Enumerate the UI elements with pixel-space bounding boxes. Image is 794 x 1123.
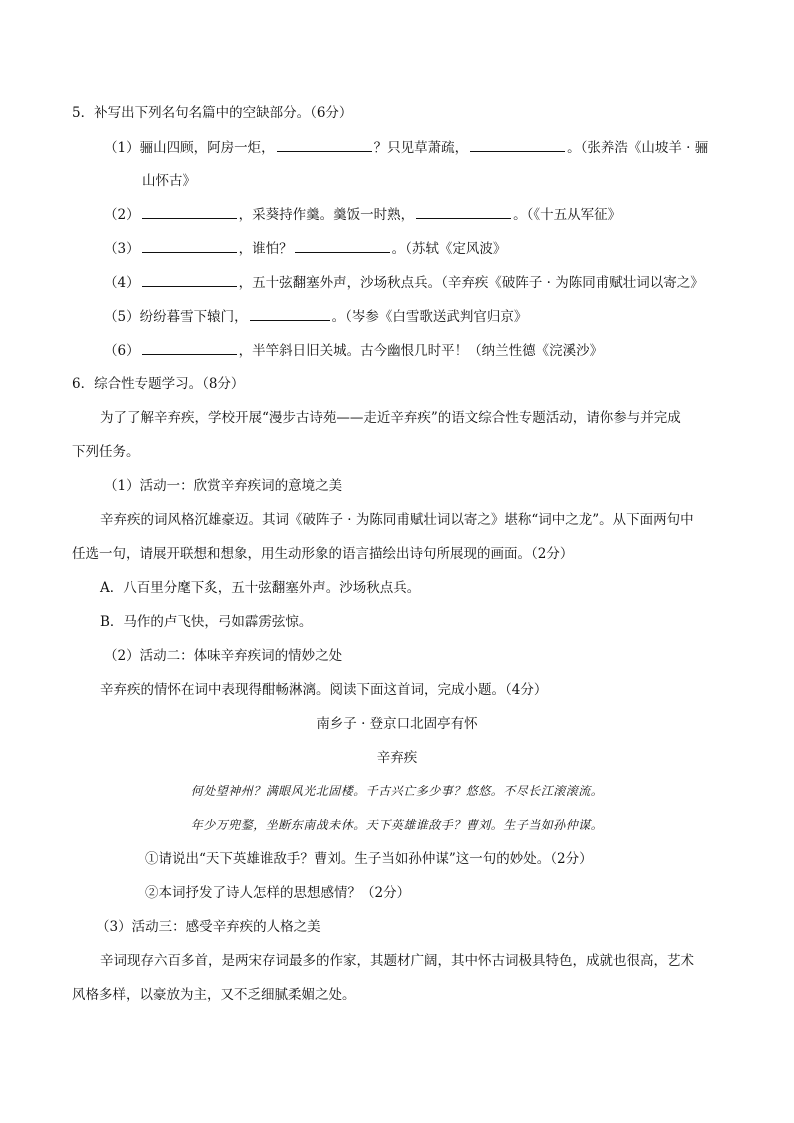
q5-item-4-num: （4） [104, 275, 140, 291]
q5-item-1-cont: 山怀古》 [142, 173, 196, 189]
q6-title: 6．综合性专题学习。（8分） [72, 376, 245, 392]
answer-blank[interactable] [295, 238, 390, 253]
q5-item-2 [104, 204, 621, 224]
q5-item-3-text-a: ，谁怕？ [238, 241, 293, 257]
q5-item-6 [104, 340, 603, 360]
poem-line-2: 年少万兜鍪，坐断东南战未休。天下英雄谁敌手？曹刘。生子当如孙仲谋。 [190, 818, 604, 832]
q6-intro-line1: 为了了解辛弃疾，学校开展“漫步古诗苑——走近辛弃疾”的语文综合性专题活动，请你参与并完成 [100, 410, 681, 426]
poem-author: 辛弃疾 [376, 750, 418, 766]
activity-2-title: （2）活动二：体味辛弃疾词的情妙之处 [104, 648, 343, 664]
q5-item-5 [104, 306, 527, 326]
q5-item-5-text-a: （5）纷纷暮雪下辕门， [104, 309, 248, 325]
q6-intro-line2: 下列任务。 [72, 444, 140, 460]
poem-title: 南乡子 · 登京口北固亭有怀 [316, 716, 478, 732]
q5-item-1-text-b: ？只见草萧疏， [373, 140, 469, 156]
q5-title: 5．补写出下列名句名篇中的空缺部分。（6分） [72, 105, 353, 121]
q5-item-1-text-c: 。（张养浩《山坡羊 · 骊 [567, 140, 709, 156]
answer-blank[interactable] [142, 204, 237, 219]
q5-item-1-text-a: （1）骊山四顾，阿房一炬， [104, 140, 275, 156]
q5-item-2-text-b: 。（《十五从军征》 [513, 207, 622, 223]
q5-item-4 [104, 272, 704, 292]
q5-item-3-num: （3） [104, 241, 140, 257]
activity-1-para-line1: 辛弃疾的词风格沉雄豪迈。其词《破阵子 · 为陈同甫赋壮词以寄之》堪称“词中之龙”。从下面两句中 [100, 512, 694, 528]
activity-1-title: （1）活动一：欣赏辛弃疾词的意境之美 [104, 478, 343, 494]
answer-blank[interactable] [250, 306, 330, 321]
answer-blank[interactable] [142, 272, 237, 287]
q5-item-6-text: ，半竿斜日旧关城。古今幽恨几时平！（纳兰性德《浣溪沙》 [238, 343, 604, 359]
q5-item-2-num: （2） [104, 207, 140, 223]
q5-item-2-text-a: ，采葵持作羹。羹饭一时熟， [238, 207, 415, 223]
sub-question-1: ①请说出“天下英雄谁敌手？曹刘。生子当如孙仲谋”这一句的妙处。（2分） [145, 851, 593, 867]
activity-3-title: （3）活动三：感受辛弃疾的人格之美 [96, 919, 321, 935]
answer-blank[interactable] [470, 137, 565, 152]
poem-line-1: 何处望神州？满眼风光北固楼。千古兴亡多少事？悠悠。不尽长江滚滚流。 [190, 784, 604, 798]
q5-item-3-text-b: 。（苏轼《定风波》 [391, 241, 507, 257]
q5-item-6-num: （6） [104, 343, 140, 359]
option-a: A．八百里分麾下炙，五十弦翻塞外声。沙场秋点兵。 [100, 580, 421, 596]
q5-item-4-text: ，五十弦翻塞外声，沙场秋点兵。（辛弃疾《破阵子 · 为陈同甫赋壮词以寄之》 [238, 275, 704, 291]
activity-1-para-line2: 任选一句，请展开联想和想象，用生动形象的语言描绘出诗句所展现的画面。（2分） [72, 546, 574, 562]
answer-blank[interactable] [277, 137, 372, 152]
answer-blank[interactable] [142, 238, 237, 253]
option-b: B．马作的卢飞快，弓如霹雳弦惊。 [100, 614, 313, 630]
answer-blank[interactable] [142, 340, 237, 355]
answer-blank[interactable] [416, 204, 511, 219]
activity-2-para: 辛弃疾的情怀在词中表现得酣畅淋漓。阅读下面这首词，完成小题。（4分） [100, 682, 548, 698]
q5-item-1 [104, 137, 708, 157]
activity-3-para-line2: 风格多样，以豪放为主，又不乏细腻柔媚之处。 [72, 987, 356, 1003]
q5-item-5-text-b: 。（岑参《白雪歌送武判官归京》 [331, 309, 528, 325]
sub-question-2: ②本词抒发了诗人怎样的思想感情？（2分） [145, 885, 411, 901]
activity-3-para-line1: 辛词现存六百多首，是两宋存词最多的作家，其题材广阔，其中怀古词极具特色，成就也很高，艺术 [100, 953, 694, 969]
q5-item-3 [104, 238, 506, 258]
